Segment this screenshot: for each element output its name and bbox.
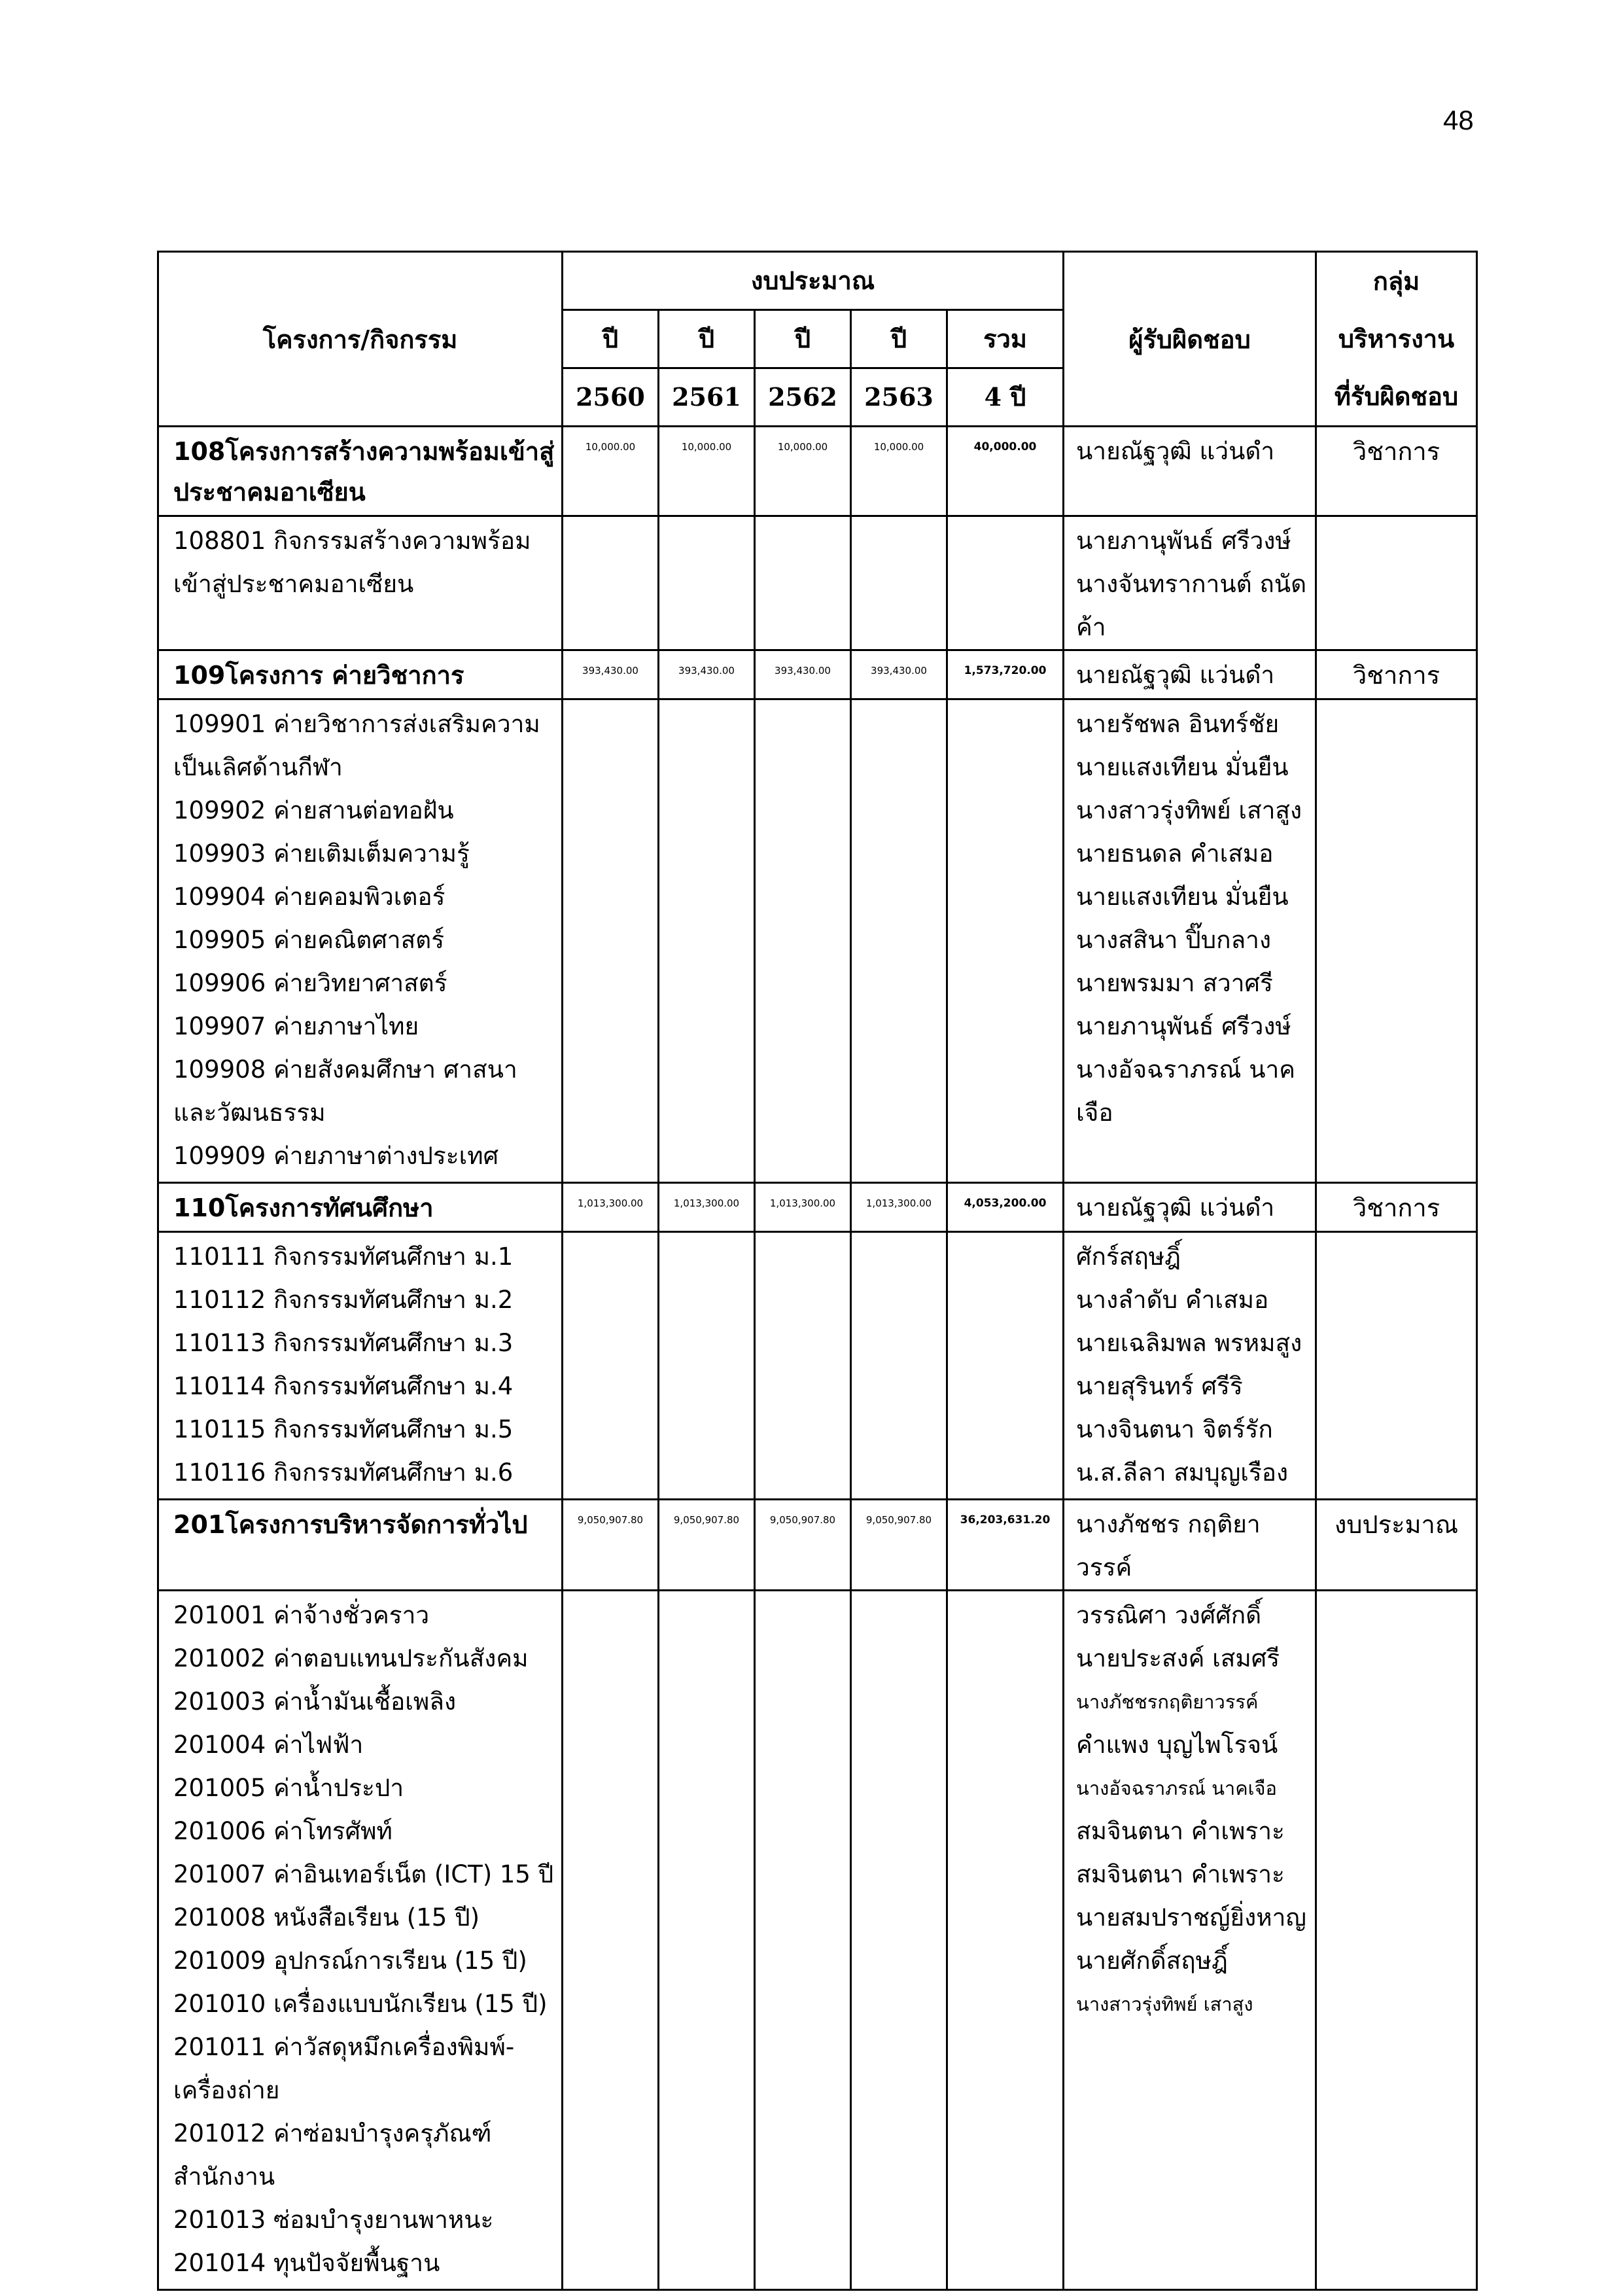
activity-item: 109905 ค่ายคณิตศาสตร์ [173,926,445,954]
empty-amount-cell [659,699,755,1183]
empty-amount-cell [563,516,659,650]
empty-amount-cell [947,1591,1064,2290]
table-body [158,427,1477,2290]
responsible-person: นายพรมมา สวาศรี [1076,969,1273,997]
empty-amount-cell [947,699,1064,1183]
activity-item: 201012 ค่าซ่อมบำรุงครุภัณฑ์สำนักงาน [173,2119,492,2191]
header-year-value: 2563 [851,368,947,427]
activity-row [158,699,1477,1183]
responsible-person: คำแพง บุญไพโรจน์ [1076,1731,1278,1759]
activity-item: 109902 ค่ายสานต่อทอฝัน [173,796,454,824]
empty-amount-cell [947,1232,1064,1500]
header-year-label: ปี [755,310,851,368]
empty-group-cell [1316,699,1477,1183]
project-title: 110โครงการทัศนศึกษา [158,1183,563,1232]
page-number: 48 [1443,105,1474,135]
table-header [158,252,1477,427]
project-group: งบประมาณ [1316,1500,1477,1591]
project-responsible: นายณัฐวุฒิ แว่นดำ [1064,1183,1316,1232]
empty-amount-cell [563,699,659,1183]
activity-item: 201001 ค่าจ้างชั่วคราว [173,1601,430,1629]
project-year-amount: 10,000.00 [563,427,659,516]
project-year-amount: 9,050,907.80 [563,1500,659,1591]
header-year-label: ปี [659,310,755,368]
project-year-amount: 9,050,907.80 [851,1500,947,1591]
responsible-person: นางจินตนา จิตร์รัก [1076,1415,1273,1443]
project-total-amount: 36,203,631.20 [947,1500,1064,1591]
project-group: วิชาการ [1316,427,1477,516]
responsible-person: สมจินตนา คำเพราะ [1076,1860,1285,1888]
header-group-line2: บริหารงาน [1316,310,1477,368]
responsible-person: นางสสินา ปิ๊บกลาง [1076,926,1272,954]
project-year-amount: 393,430.00 [563,650,659,699]
project-title: 108โครงการสร้างความพร้อมเข้าสู่ประชาคมอาเซียน [158,427,563,516]
project-total-amount: 40,000.00 [947,427,1064,516]
responsible-person: นายศักดิ์สฤษฎิ์ [1076,1947,1228,1975]
header-responsible: ผู้รับผิดชอบ [1064,252,1316,427]
responsible-person: วรรณิศา วงศ์ศักดิ์ [1076,1601,1262,1629]
responsible-person: นายภานุพันธ์ ศรีวงษ์ [1076,527,1291,555]
responsible-person: นางสาวรุ่งทิพย์ เสาสูง [1076,1993,1253,2015]
empty-amount-cell [851,516,947,650]
project-year-amount: 393,430.00 [755,650,851,699]
responsible-person: ศักร์สฤษฎิ์ [1076,1243,1181,1271]
project-group: วิชาการ [1316,1183,1477,1232]
project-row [158,427,1477,516]
empty-group-cell [1316,516,1477,650]
activity-item: 109909 ค่ายภาษาต่างประเทศ [173,1142,499,1170]
responsible-person: นางอัจฉราภรณ์ นาคเจือ [1076,1055,1296,1127]
project-year-amount: 9,050,907.80 [755,1500,851,1591]
activity-list [158,1232,563,1500]
activity-item: 109906 ค่ายวิทยาศาสตร์ [173,969,447,997]
activity-item: 109904 ค่ายคอมพิวเตอร์ [173,883,445,911]
project-title: 109โครงการ ค่ายวิชาการ [158,650,563,699]
project-responsible: นายณัฐวุฒิ แว่นดำ [1064,650,1316,699]
header-year-label: ปี [563,310,659,368]
empty-group-cell [1316,1232,1477,1500]
activity-item: 110114 กิจกรรมทัศนศึกษา ม.4 [173,1372,514,1400]
responsible-person: นางภัชชรกฤติยาวรรค์ [1076,1691,1259,1713]
project-year-amount: 9,050,907.80 [659,1500,755,1591]
activity-item: 201003 ค่าน้ำมันเชื้อเพลิง [173,1687,457,1716]
activity-item: 110113 กิจกรรมทัศนศึกษา ม.3 [173,1329,514,1357]
activity-list [158,516,563,650]
activity-list [158,1591,563,2290]
responsible-person: นางอัจฉราภรณ์ นาคเจือ [1076,1777,1277,1799]
project-group: วิชาการ [1316,650,1477,699]
empty-amount-cell [755,516,851,650]
responsible-person: น.ส.ลีลา สมบุญเรือง [1076,1458,1289,1487]
project-year-amount: 1,013,300.00 [851,1183,947,1232]
responsible-person: นายประสงค์ เสมศรี [1076,1644,1280,1672]
responsible-person: นายสุรินทร์ ศรีริ [1076,1372,1243,1400]
activity-row [158,516,1477,650]
responsible-person: นายรัชพล อินทร์ชัย [1076,710,1280,738]
empty-amount-cell [851,1232,947,1500]
empty-amount-cell [659,516,755,650]
project-year-amount: 10,000.00 [851,427,947,516]
project-total-amount: 1,573,720.00 [947,650,1064,699]
responsible-person: นายแสงเทียน มั่นยืน [1076,883,1289,911]
activity-item: 109907 ค่ายภาษาไทย [173,1012,419,1040]
project-year-amount: 10,000.00 [755,427,851,516]
activity-item: 110112 กิจกรรมทัศนศึกษา ม.2 [173,1286,514,1314]
activity-item: 201007 ค่าอินเทอร์เน็ต (ICT) 15 ปี [173,1860,554,1888]
activity-item: 109903 ค่ายเติมเต็มความรู้ [173,839,470,868]
activity-item: 110116 กิจกรรมทัศนศึกษา ม.6 [173,1458,514,1487]
activity-item: 109901 ค่ายวิชาการส่งเสริมความเป็นเลิศด้านกีฬา [173,710,540,781]
empty-amount-cell [755,699,851,1183]
header-year-value: 2561 [659,368,755,427]
empty-amount-cell [947,516,1064,650]
responsible-person: นายสมปราชญ์ยิ่งหาญ [1076,1903,1306,1932]
project-year-amount: 1,013,300.00 [659,1183,755,1232]
header-budget: งบประมาณ [563,252,1064,310]
activity-responsible-list [1064,516,1316,650]
project-year-amount: 10,000.00 [659,427,755,516]
empty-amount-cell [563,1591,659,2290]
responsible-person: สมจินตนา คำเพราะ [1076,1817,1285,1845]
project-year-amount: 393,430.00 [851,650,947,699]
budget-table [157,251,1478,2291]
activity-responsible-list [1064,699,1316,1183]
responsible-person: นายแสงเทียน มั่นยืน [1076,753,1289,781]
responsible-person: นางสาวรุ่งทิพย์ เสาสูง [1076,796,1302,824]
responsible-person: นางจันทรากานต์ ถนัดค้า [1076,570,1307,641]
header-year-value: 2562 [755,368,851,427]
header-year-value: 2560 [563,368,659,427]
header-total-label: รวม [947,310,1064,368]
activity-item: 201009 อุปกรณ์การเรียน (15 ปี) [173,1947,527,1975]
activity-responsible-list [1064,1591,1316,2290]
project-row [158,1500,1477,1591]
activity-item: 201011 ค่าวัสดุหมึกเครื่องพิมพ์-เครื่องถ่าย [173,2033,515,2104]
header-project: โครงการ/กิจกรรม [158,252,563,427]
responsible-person: นางลำดับ คำเสมอ [1076,1286,1269,1314]
empty-amount-cell [563,1232,659,1500]
activity-item: 201005 ค่าน้ำประปา [173,1774,404,1802]
header-group-line1: กลุ่ม [1316,252,1477,310]
project-year-amount: 1,013,300.00 [755,1183,851,1232]
empty-amount-cell [851,699,947,1183]
responsible-person: นายเฉลิมพล พรหมสูง [1076,1329,1302,1357]
project-title: 201โครงการบริหารจัดการทั่วไป [158,1500,563,1591]
responsible-person: นายภานุพันธ์ ศรีวงษ์ [1076,1012,1291,1040]
activity-item: 201006 ค่าโทรศัพท์ [173,1817,393,1845]
activity-item: 108801 กิจกรรมสร้างความพร้อมเข้าสู่ประชาคมอาเซียน [173,527,531,598]
activity-item: 201013 ซ่อมบำรุงยานพาหนะ [173,2206,494,2234]
responsible-person: นายธนดล คำเสมอ [1076,839,1274,868]
activity-item: 109908 ค่ายสังคมศึกษา ศาสนา และวัฒนธรรม [173,1055,517,1127]
project-total-amount: 4,053,200.00 [947,1183,1064,1232]
activity-responsible-list [1064,1232,1316,1500]
activity-item: 110111 กิจกรรมทัศนศึกษา ม.1 [173,1243,514,1271]
activity-item: 110115 กิจกรรมทัศนศึกษา ม.5 [173,1415,514,1443]
activity-item: 201014 ทุนปัจจัยพื้นฐาน [173,2249,440,2277]
activity-item: 201002 ค่าตอบแทนประกันสังคม [173,1644,529,1672]
project-responsible: นางภัชชร กฤติยาวรรค์ [1064,1500,1316,1591]
empty-amount-cell [755,1232,851,1500]
project-year-amount: 1,013,300.00 [563,1183,659,1232]
empty-group-cell [1316,1591,1477,2290]
activity-item: 201004 ค่าไฟฟ้า [173,1731,364,1759]
header-total-value: 4 ปี [947,368,1064,427]
project-row [158,650,1477,699]
activity-row [158,1232,1477,1500]
activity-item: 201008 หนังสือเรียน (15 ปี) [173,1903,480,1932]
activity-row [158,1591,1477,2290]
empty-amount-cell [659,1232,755,1500]
empty-amount-cell [851,1591,947,2290]
project-responsible: นายณัฐวุฒิ แว่นดำ [1064,427,1316,516]
project-year-amount: 393,430.00 [659,650,755,699]
activity-item: 201010 เครื่องแบบนักเรียน (15 ปี) [173,1990,548,2018]
header-year-label: ปี [851,310,947,368]
project-row [158,1183,1477,1232]
empty-amount-cell [755,1591,851,2290]
header-group-line3: ที่รับผิดชอบ [1316,368,1477,427]
activity-list [158,699,563,1183]
empty-amount-cell [659,1591,755,2290]
